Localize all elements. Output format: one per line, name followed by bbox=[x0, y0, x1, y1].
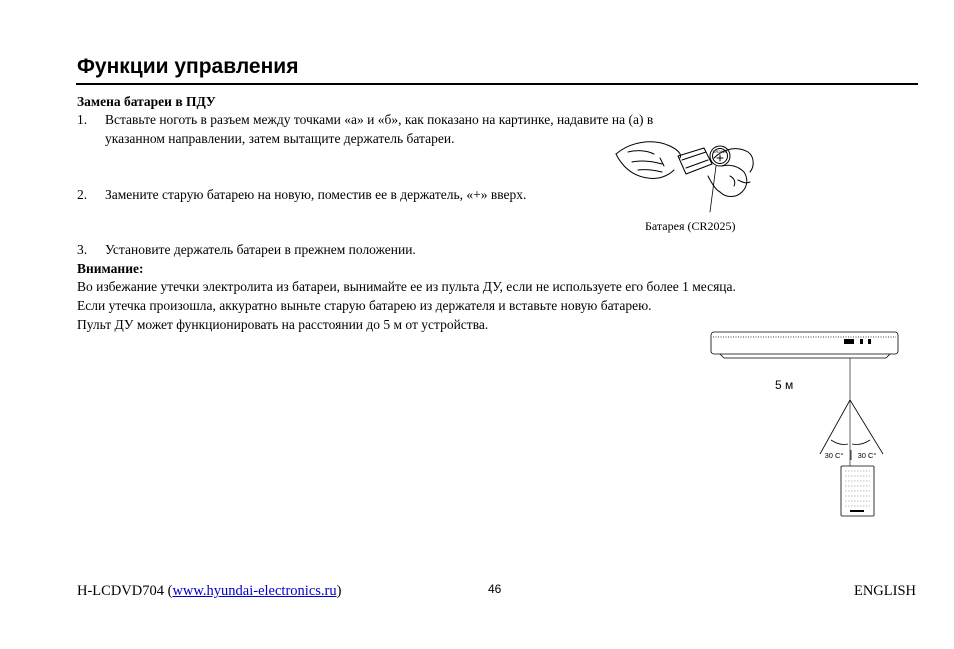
step-2-line-1: Замените старую батарею на новую, поместив ее в держатель, «+» вверх. bbox=[105, 187, 527, 202]
angle-left-label: 30 C° bbox=[824, 451, 844, 460]
footer-language: ENGLISH bbox=[853, 583, 916, 599]
section-heading: Замена батареи в ПДУ bbox=[77, 94, 216, 109]
page-number: 46 bbox=[488, 582, 502, 596]
battery-code-label: CR2025 bbox=[712, 149, 728, 154]
title-underline bbox=[76, 83, 918, 85]
step-1-line-1: Вставьте ноготь в разъем между точками «а» и «б», как показано на картинке, надавите на (а) в bbox=[105, 112, 654, 127]
footer-model-text: H-LCDVD704 ( bbox=[77, 583, 173, 599]
step-3-line-1: Установите держатель батареи в прежнем положении. bbox=[105, 242, 416, 257]
warning-line-2: Если утечка произошла, аккуратно выньте старую батарею из держателя и вставьте новую батарею. bbox=[77, 298, 652, 313]
warning-line-3: Пульт ДУ может функционировать на расстоянии до 5 м от устройства. bbox=[77, 317, 489, 332]
step-1-line-2: указанном направлении, затем вытащите держатель батареи. bbox=[105, 131, 455, 146]
range-distance-label: 5 м bbox=[775, 378, 794, 392]
warning-line-1: Во избежание утечки электролита из батареи, вынимайте ее из пульта ДУ, если не используете его более 1 месяца. bbox=[77, 279, 736, 294]
footer-model-close: ) bbox=[336, 583, 342, 599]
battery-replacement-illustration bbox=[612, 136, 757, 216]
footer-website-link[interactable]: www.hyundai-electronics.ru bbox=[172, 583, 337, 599]
step-3-number: 3. bbox=[77, 242, 88, 257]
step-1-number: 1. bbox=[77, 112, 88, 127]
angle-right-label: 30 C° bbox=[857, 451, 877, 460]
battery-caption: Батарея (CR2025) bbox=[645, 219, 736, 233]
step-2-number: 2. bbox=[77, 187, 88, 202]
footer-model bbox=[77, 583, 341, 600]
remote-range-diagram bbox=[700, 326, 910, 522]
warning-heading: Внимание: bbox=[77, 261, 144, 276]
page-title: Функции управления bbox=[77, 55, 299, 78]
